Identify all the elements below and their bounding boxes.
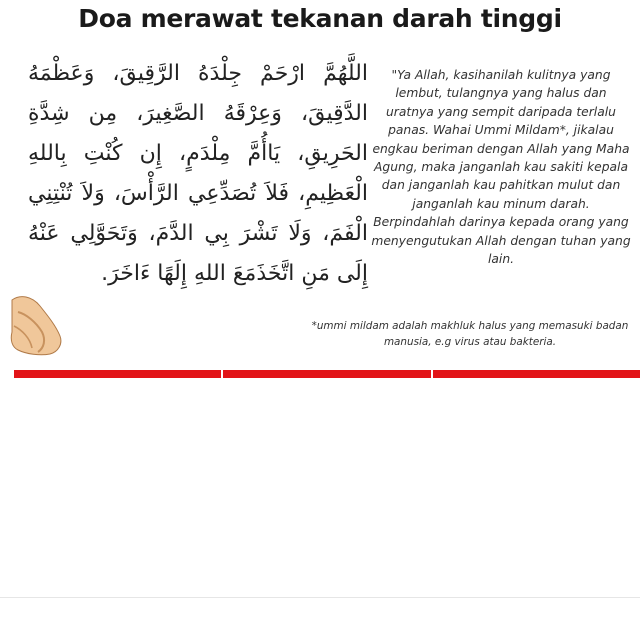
red-divider-segment xyxy=(14,370,221,378)
bottom-divider xyxy=(0,597,640,598)
praying-hand-icon xyxy=(10,292,64,358)
footnote-text: *ummi mildam adalah makhluk halus yang memasuki badan manusia, e.g virus atau bakteria. xyxy=(311,320,629,348)
page-title: Doa merawat tekanan darah tinggi xyxy=(78,4,562,33)
red-divider-bar xyxy=(14,370,640,378)
arabic-prayer-text: اللَّهُمَّ ارْحَمْ جِلْدَهُ الرَّقِيقَ، وَعَظْمَهُ الدَّقِيقَ، وَعِرْقَهُ الصَّغِيرَ، مِن شِدَّةِ الحَرِيقِ، يَاأُمَّ مِلْدَمٍ، إِن كُنْتِ بِاللهِ الْعَظِيمِ، فَلاَ تُصَدِّعِي الرَّأْسَ، وَلاَ تُنْتِنِي الْفَمَ، وَلَا تَشْرَ بِي الدَّمَ، وَتَحَوَّلِي عَنْهُ إِلَى مَنِ اتَّخَذَمَعَ اللهِ إِلَهًا ءَاخَرَ. xyxy=(28,61,368,286)
red-divider-segment xyxy=(431,370,640,378)
translation-text: "Ya Allah, kasihanilah kulitnya yang lembut, tulangnya yang halus dan uratnya yang sempit daripada terlalu panas. Wahai Ummi Mildam*, jikalau engkau beriman dengan Allah yang Maha Agung, maka janganlah kau sakiti kepala dan janganlah kau pahitkan mulut dan janganlah kau minum darah. Berpindahlah darinya kepada orang yang menyengutukan Allah dengan tuhan yang lain. xyxy=(371,68,631,267)
red-divider-segment xyxy=(221,370,430,378)
